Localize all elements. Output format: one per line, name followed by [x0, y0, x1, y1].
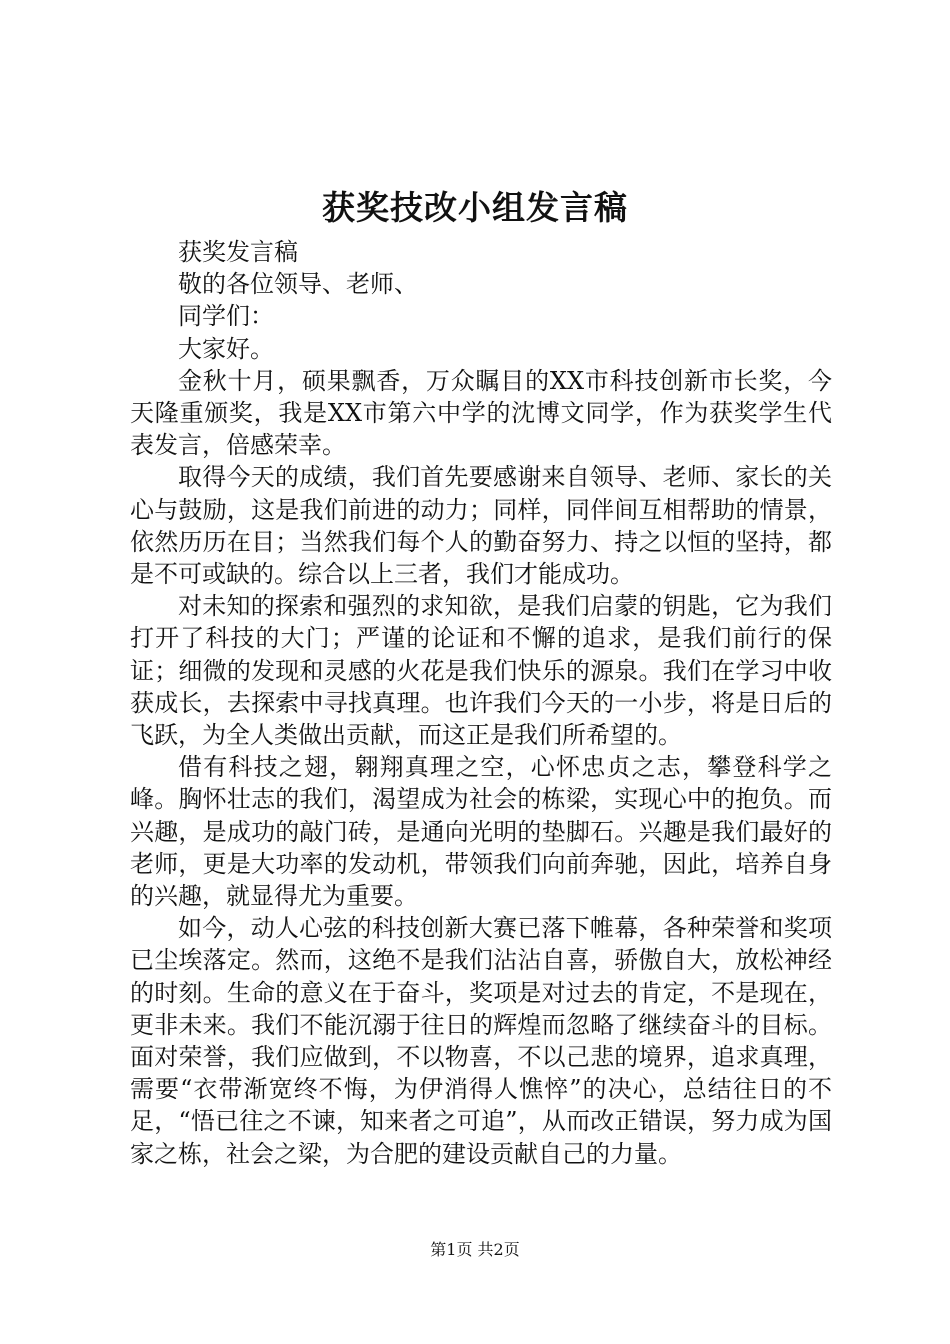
paragraph-thanks: 取得今天的成绩，我们首先要感谢来自领导、老师、家长的关心与鼓励，这是我们前进的动力；同样，同伴间互相帮助的情景，依然历历在目；当然我们每个人的勤奋努力、持之以恒的坚持，都是不可或缺的。综合以上三者，我们才能成功。 [130, 463, 832, 589]
paragraph-exploration: 对未知的探索和强烈的求知欲，是我们启蒙的钥匙，它为我们打开了科技的大门；严谨的论证和不懈的追求，是我们前行的保证；细微的发现和灵感的火花是我们快乐的源泉。我们在学习中收获成长，去探索中寻找真理。也许我们今天的一小步，将是日后的飞跃，为全人类做出贡献，而这正是我们所希望的。 [130, 592, 832, 750]
paragraph-salutation: 敬的各位领导、老师、 [178, 270, 418, 299]
paragraph-greeting-title: 获奖发言稿 [178, 238, 298, 266]
paragraph-intro: 金秋十月，硕果飘香，万众瞩目的XX市科技创新市长奖，今天隆重颁奖，我是XX市第六中学的沈博文同学，作为获奖学生代表发言，倍感荣幸。 [130, 366, 832, 460]
paragraph-interest: 借有科技之翅，翱翔真理之空，心怀忠贞之志，攀登科学之峰。胸怀壮志的我们，渴望成为社会的栋梁，实现心中的抱负。而兴趣，是成功的敲门砖，是通向光明的垫脚石。兴趣是我们最好的老师，更是大功率的发动机，带领我们向前奔驰，因此，培养自身的兴趣，就显得尤为重要。 [130, 753, 832, 911]
page-footer: 第1页 共2页 [430, 1240, 520, 1259]
paragraph-salutation-students: 同学们： [178, 302, 274, 331]
paragraph-conclusion: 如今，动人心弦的科技创新大赛已落下帷幕，各种荣誉和奖项已尘埃落定。然而，这绝不是我们沾沾自喜，骄傲自大，放松神经的时刻。生命的意义在于奋斗，奖项是对过去的肯定，不是现在，更非未来。我们不能沉溺于往日的辉煌而忽略了继续奋斗的目标。面对荣誉，我们应做到，不以物喜，不以己悲的境界，追求真理，需要“衣带渐宽终不悔，为伊消得人憔悴”的决心，总结往日的不足，“悟已往之不谏，知来者之可追”，从而改正错误，努力成为国家之栋，社会之梁，为合肥的建设贡献自己的力量。 [130, 914, 832, 1168]
paragraph-hello: 大家好。 [178, 334, 274, 363]
document-body [130, 236, 832, 1170]
document-title: 获奖技改小组发言稿 [322, 188, 628, 227]
